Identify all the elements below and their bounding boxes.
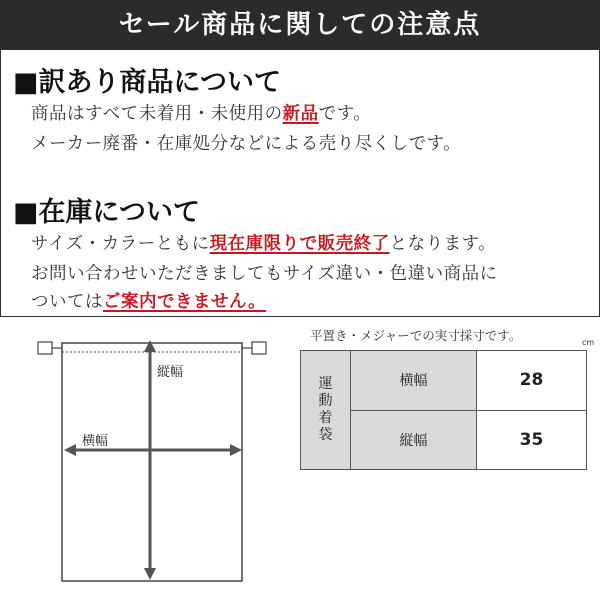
measurement-note: 平置き・メジャーでの実寸採寸です。: [310, 328, 522, 343]
unit-label: cm: [582, 338, 595, 347]
height-value-cell: 35: [477, 410, 587, 470]
section-title-stock: ■在庫について: [13, 197, 200, 228]
width-label: 横幅: [82, 434, 109, 449]
height-label-cell: 縦幅: [351, 410, 477, 470]
height-label: 縦幅: [157, 365, 184, 380]
width-label-cell: 横幅: [351, 351, 477, 411]
size-table: [300, 350, 587, 470]
line-text: サイズ・カラーともに: [31, 234, 210, 254]
highlight-new: 新品: [282, 104, 319, 124]
defective-line-2: メーカー廃番・在庫処分などによる売り尽くしです。: [31, 134, 462, 154]
stock-line-2: お問い合わせいただきましてもサイズ違い・色違い商品に: [31, 264, 498, 284]
cord-stopper-left: [38, 342, 52, 354]
highlight-no-guidance: ご案内できません。: [103, 292, 267, 312]
section-title-defective: ■訳あり商品について: [13, 67, 281, 98]
width-value-cell: 28: [477, 351, 587, 411]
line-text: です。: [318, 104, 372, 124]
line-text: ついては: [31, 292, 103, 312]
cord-stopper-right: [252, 342, 266, 354]
table-row: [301, 351, 587, 411]
highlight-end-of-sale: 現在庫限りで販売終了: [209, 234, 390, 254]
bag-outline: [62, 343, 242, 581]
category-cell: [301, 351, 351, 470]
line-text: となります。: [389, 234, 497, 254]
page-header: セール商品に関しての注意点: [0, 0, 600, 50]
line-text: 商品はすべて未着用・未使用の: [31, 104, 283, 124]
category-label: 運 動 着 袋: [318, 376, 333, 443]
